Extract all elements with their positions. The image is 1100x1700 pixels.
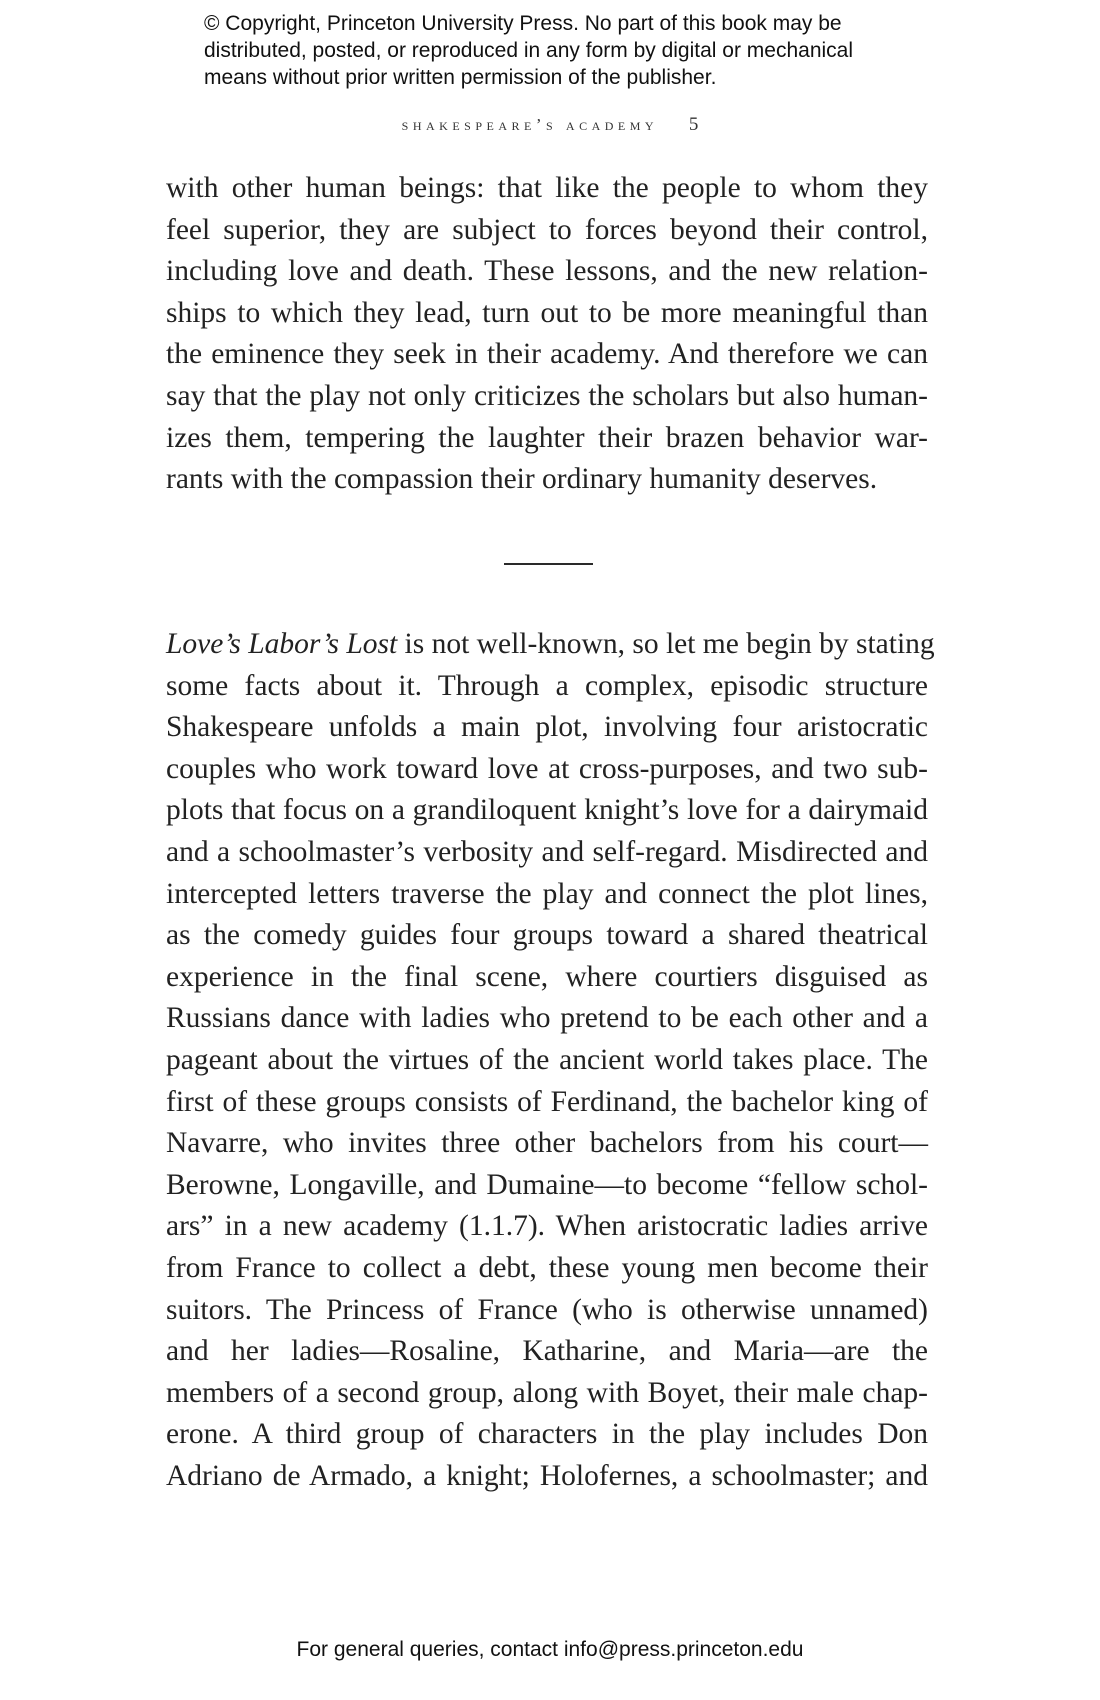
text-line-first [166,624,935,666]
text-line: erone. A third group of characters in the play includes Don [166,1418,928,1451]
text-line: the eminence they seek in their academy. And therefore we can [166,338,928,371]
text-line: Adriano de Armado, a knight; Holofernes, a schoolmaster; and [166,1459,928,1492]
text-line: with other human beings: that like the people to whom they [166,172,928,204]
text-line: and a schoolmaster’s verbosity and self-regard. Misdirected and [166,835,928,868]
text-line: rants with the compassion their ordinary humanity deserves. [166,463,878,496]
text-line: ars” in a new academy (1.1.7). When aristocratic ladies arrive [166,1210,928,1243]
text-line: and her ladies—Rosaline, Katharine, and Maria—are the [166,1335,928,1368]
text-line: including love and death. These lessons, and the new relation- [166,255,928,288]
text-line: Berowne, Longaville, and Dumaine—to become “fellow schol- [166,1168,928,1201]
first-line-rest: is not well-known, so let me begin by stating [397,628,935,660]
page-number: 5 [688,114,699,135]
footer-contact: For general queries, contact info@press.princeton.edu [296,1638,804,1661]
text-line: Shakespeare unfolds a main plot, involving four aristocratic [166,711,928,744]
text-line: couples who work toward love at cross-purposes, and two sub- [166,752,928,785]
text-line: from France to collect a debt, these young men become their [166,1251,928,1284]
text-line: izes them, tempering the laughter their brazen behavior war- [166,421,928,454]
text-line: intercepted letters traverse the play and connect the plot lines, [166,877,928,910]
text-line: plots that focus on a grandiloquent knight’s love for a dairymaid [166,794,928,827]
text-line: Russians dance with ladies who pretend to be each other and a [166,1002,928,1035]
text-line: Navarre, who invites three other bachelors from his court— [166,1127,928,1160]
text-line: pageant about the virtues of the ancient world takes place. The [166,1043,928,1076]
running-head [0,114,1100,136]
text-line: as the comedy guides four groups toward a shared theatrical [166,919,928,952]
text-line: some facts about it. Through a complex, episodic structure [166,669,928,702]
copyright-notice [204,10,924,91]
text-line: members of a second group, along with Boyet, their male chap- [166,1376,928,1409]
text-line: say that the play not only criticizes the scholars but also human- [166,379,928,412]
copyright-line: means without prior written permission of the publisher. [204,66,717,89]
text-line: experience in the final scene, where courtiers disguised as [166,960,928,993]
text-line: feel superior, they are subject to forces beyond their control, [166,213,928,246]
section-divider [504,563,593,565]
running-head-title: shakespeare’s academy [401,115,659,134]
text-line: ships to which they lead, turn out to be more meaningful than [166,296,928,329]
copyright-line: © Copyright, Princeton University Press. No part of this book may be [204,12,842,35]
text-line: suitors. The Princess of France (who is otherwise unnamed) [166,1293,928,1326]
paragraph-2 [166,624,935,1497]
text-line: first of these groups consists of Ferdinand, the bachelor king of [166,1085,928,1118]
paragraph-1 [166,168,928,501]
copyright-line: distributed, posted, or reproduced in any form by digital or mechanical [204,39,854,62]
book-title: Love’s Labor’s Lost [166,628,398,660]
